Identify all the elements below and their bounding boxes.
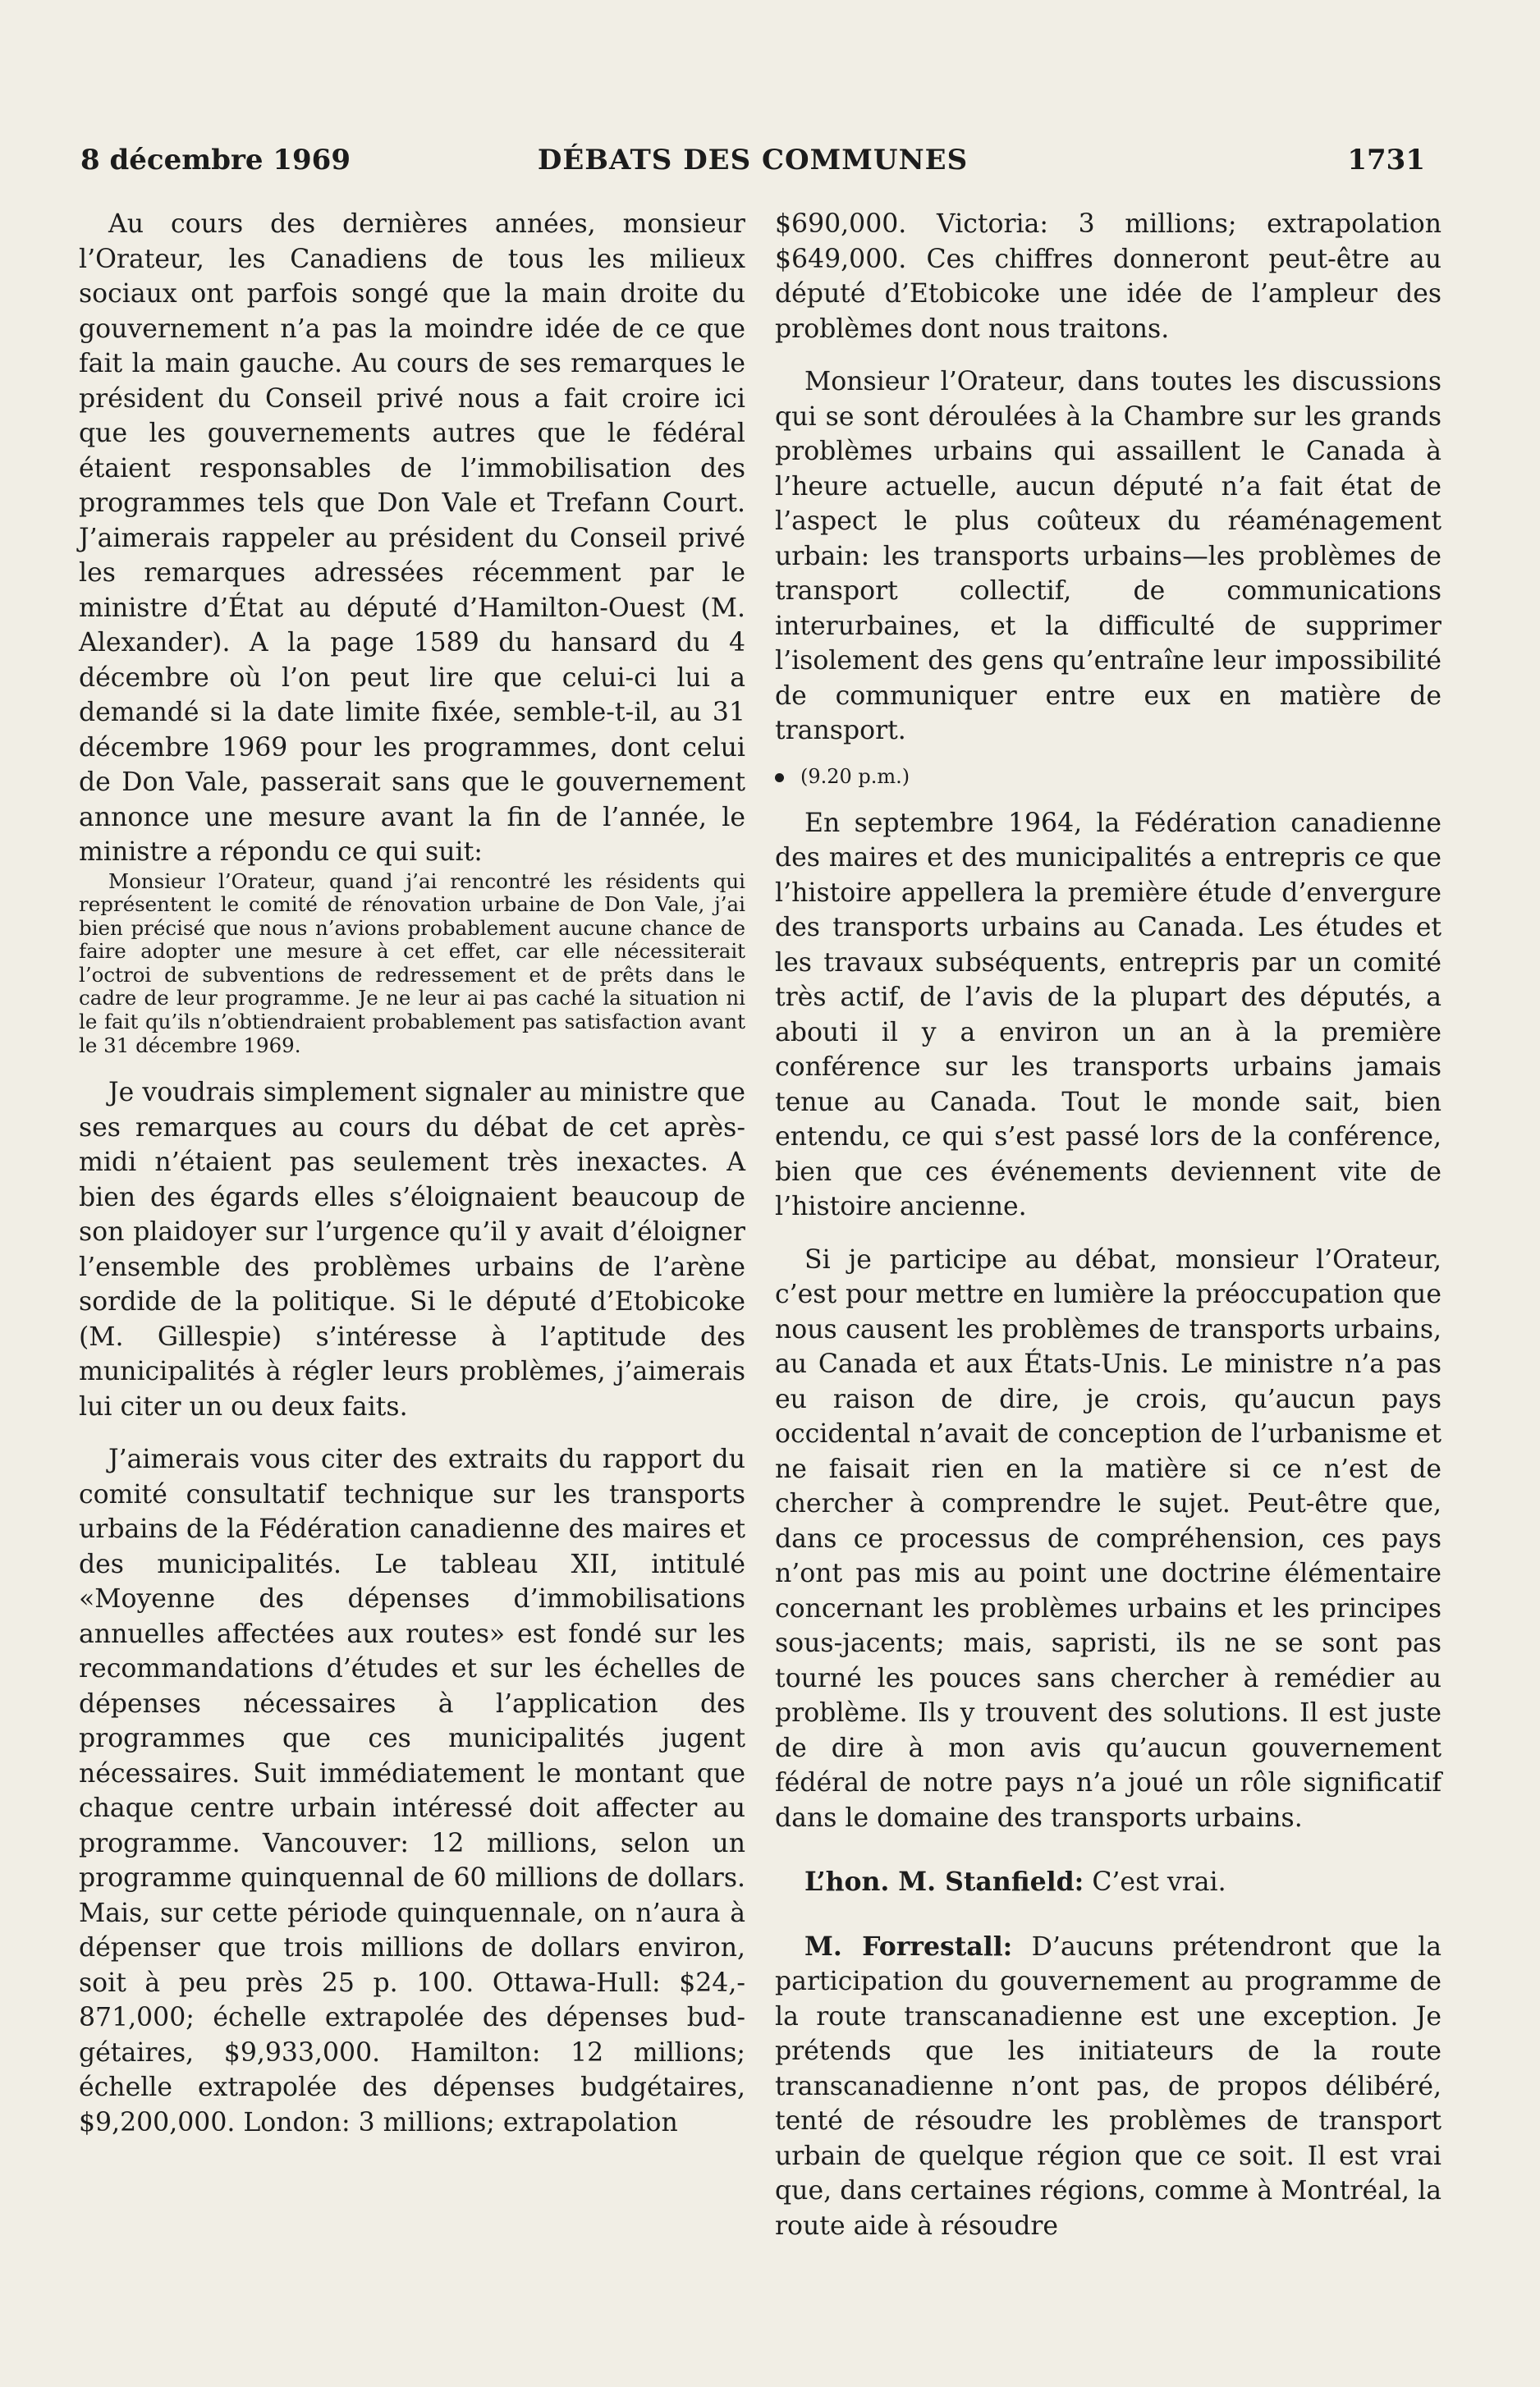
running-head bbox=[80, 144, 1425, 188]
paragraph: Si je participe au débat, monsieur l’Orateur, c’est pour mettre en lumière la préoccupation que nous causent les problèmes de transports urbains, au Canada et aux États-Unis. Le ministre n’a pas eu raison de dire, je crois, qu’aucun pays occidental n’avait de conception de l’urbanisme et ne faisait rien en la matière si ce n’est de chercher à comprendre le sujet. Peut-être que, dans ce processus de compréhension, ces pays n’ont pas mis au point une doctrine élémentaire concernant les problèmes urbains et les principes sous-jacents; mais, sapristi, ils ne se sont pas tourné les pouces sans chercher à remédier au problème. Ils y trouvent des solutions. Il est juste de dire à mon avis qu’aucun gouvernement fédéral de notre pays n’a joué un rôle significatif dans le domaine des transports urbains. bbox=[775, 1244, 1441, 1833]
publication-title: DÉBATS DES COMMUNES bbox=[537, 144, 969, 176]
time-stamp-text: (9.20 p.m.) bbox=[800, 764, 910, 788]
speaker-name: M. Forrestall: bbox=[804, 1931, 1013, 1962]
speech-text: C’est vrai. bbox=[1092, 1867, 1226, 1897]
page-number: 1731 bbox=[1347, 144, 1425, 176]
speaker-name: L’hon. M. Stanfield: bbox=[804, 1867, 1084, 1897]
speech bbox=[775, 1930, 1441, 2244]
paragraph: Au cours des dernières années, monsieur l’Orateur, les Canadiens de tous les milieux sociaux ont parfois songé que la main droite du gouvernement n’a pas la moindre idée de ce que fait la main gauche. Au cours de ses remarques le président du Conseil privé nous a fait croire ici que les gouvernements autres que le fédéral étaient responsables de l’immobilisation des programmes tels que Don Vale et Trefann Court. J’aimerais rappeler au président du Conseil privé les remarques adressées récemment par le ministre d’État au député d’Hamilton-Ouest (M. Alexander). A la page 1589 du hansard du 4 décembre où l’on peut lire que celui-ci lui a demandé si la date limite fixée, semble-t-il, au 31 décembre 1969 pour les programmes, dont celui de Don Vale, passerait sans que le gouvernement annonce une mesure avant la fin de l’année, le ministre a répondu ce qui suit: bbox=[79, 209, 745, 867]
speech bbox=[775, 1865, 1441, 1900]
page-date: 8 décembre 1969 bbox=[80, 144, 351, 176]
paragraph: $690,000. Victoria: 3 millions; extrapolation $649,000. Ces chiffres donneront peut-être au député d’Etobicoke une idée de l’ampleur des problèmes dont nous traitons. bbox=[775, 209, 1441, 344]
paragraph: Je voudrais simplement signaler au ministre que ses remarques au cours du débat de cet après-midi n’étaient pas seulement très inexactes. A bien des égards elles s’éloignaient beaucoup de son plaidoyer sur l’urgence qu’il y avait d’éloigner l’ensemble des problèmes urbains de l’arène sordide de la politique. Si le député d’Etobicoke (M. Gillespie) s’intéresse à l’aptitude des municipalités à régler leurs problèmes, j’aimerais lui citer un ou deux faits. bbox=[79, 1078, 745, 1422]
paragraph: Monsieur l’Orateur, dans toutes les discussions qui se sont déroulées à la Chambre sur les grands problèmes urbains qui assaillent le Canada à l’heure actuelle, aucun député n’a fait état de l’aspect le plus coûteux du réaménagement urbain: les transports urbains—les problèmes de transport collectif, de communications interurbaines, et la difficulté de supprimer l’isolement des gens qu’entraîne leur impossibilité de communiquer entre eux en matière de transport. bbox=[775, 367, 1441, 745]
paragraph: En septembre 1964, la Fédération canadienne des maires et des municipalités a entrepris ce que l’histoire appellera la première étude d’envergure des transports urbains au Canada. Les études et les travaux subséquents, entrepris par un comité très actif, de l’avis de la plupart des députés, a abouti il y a environ un an à la première conférence sur les transports urbains jamais tenue au Canada. Tout le monde sait, bien entendu, ce qui s’est passé lors de la conférence, bien que ces événements deviennent vite de l’histoire ancienne. bbox=[775, 808, 1441, 1221]
paragraph: J’aimerais vous citer des extraits du rapport du comité consultatif technique sur les transports urbains de la Fédération canadienne des maires et des municipalités. Le tableau XII, intitulé «Moyenne des dépenses d’immobilisations annuelles affectées aux routes» est fondé sur les recommandations d’études et sur les échelles de dépenses nécessaires à l’application des programmes que ces municipalités jugent nécessaires. Suit immédiatement le montant que chaque centre urbain intéressé doit affecter au programme. Vancouver: 12 millions, selon un programme quinquennal de 60 millions de dollars. Mais, sur cette période quinquennale, on n’aura à dépenser que trois millions de dollars environ, soit à peu près 25 p. 100. Ottawa-Hull: $24,871,000; échelle extrapolée des dépenses budgétaires, $9,933,000. Hamilton: 12 millions; échelle extrapolée des dépenses budgétaires, $9,200,000. London: 3 millions; extrapolation bbox=[79, 1445, 745, 2137]
time-stamp bbox=[775, 763, 1441, 790]
block-quote: Monsieur l’Orateur, quand j’ai rencontré les résidents qui représentent le comité de rénovation urbaine de Don Vale, j’ai bien précisé que nous n’avions probablement aucune chance de faire adopter une mesure à cet effet, car elle nécessiterait l’octroi de subventions de redressement et de prêts dans le cadre de leur programme. Je ne leur ai pas caché la situation ni le fait qu’ils n’obtiendraient probablement pas satisfaction avant le 31 décembre 1969. bbox=[79, 868, 745, 1057]
speech-text: D’aucuns prétendront que la participation du gouvernement au programme de la route transcanadienne est une exception. Je prétends que les initiateurs de la route transcanadienne n’ont pas, de propos délibéré, tenté de résoudre les problèmes de transport urbain de quelque région que ce soit. Il est vrai que, dans certaines régions, comme à Montréal, la route aide à résoudre bbox=[775, 1931, 1442, 2241]
left-column bbox=[79, 207, 745, 2140]
bullet-icon bbox=[775, 773, 784, 782]
right-column bbox=[775, 207, 1441, 2243]
